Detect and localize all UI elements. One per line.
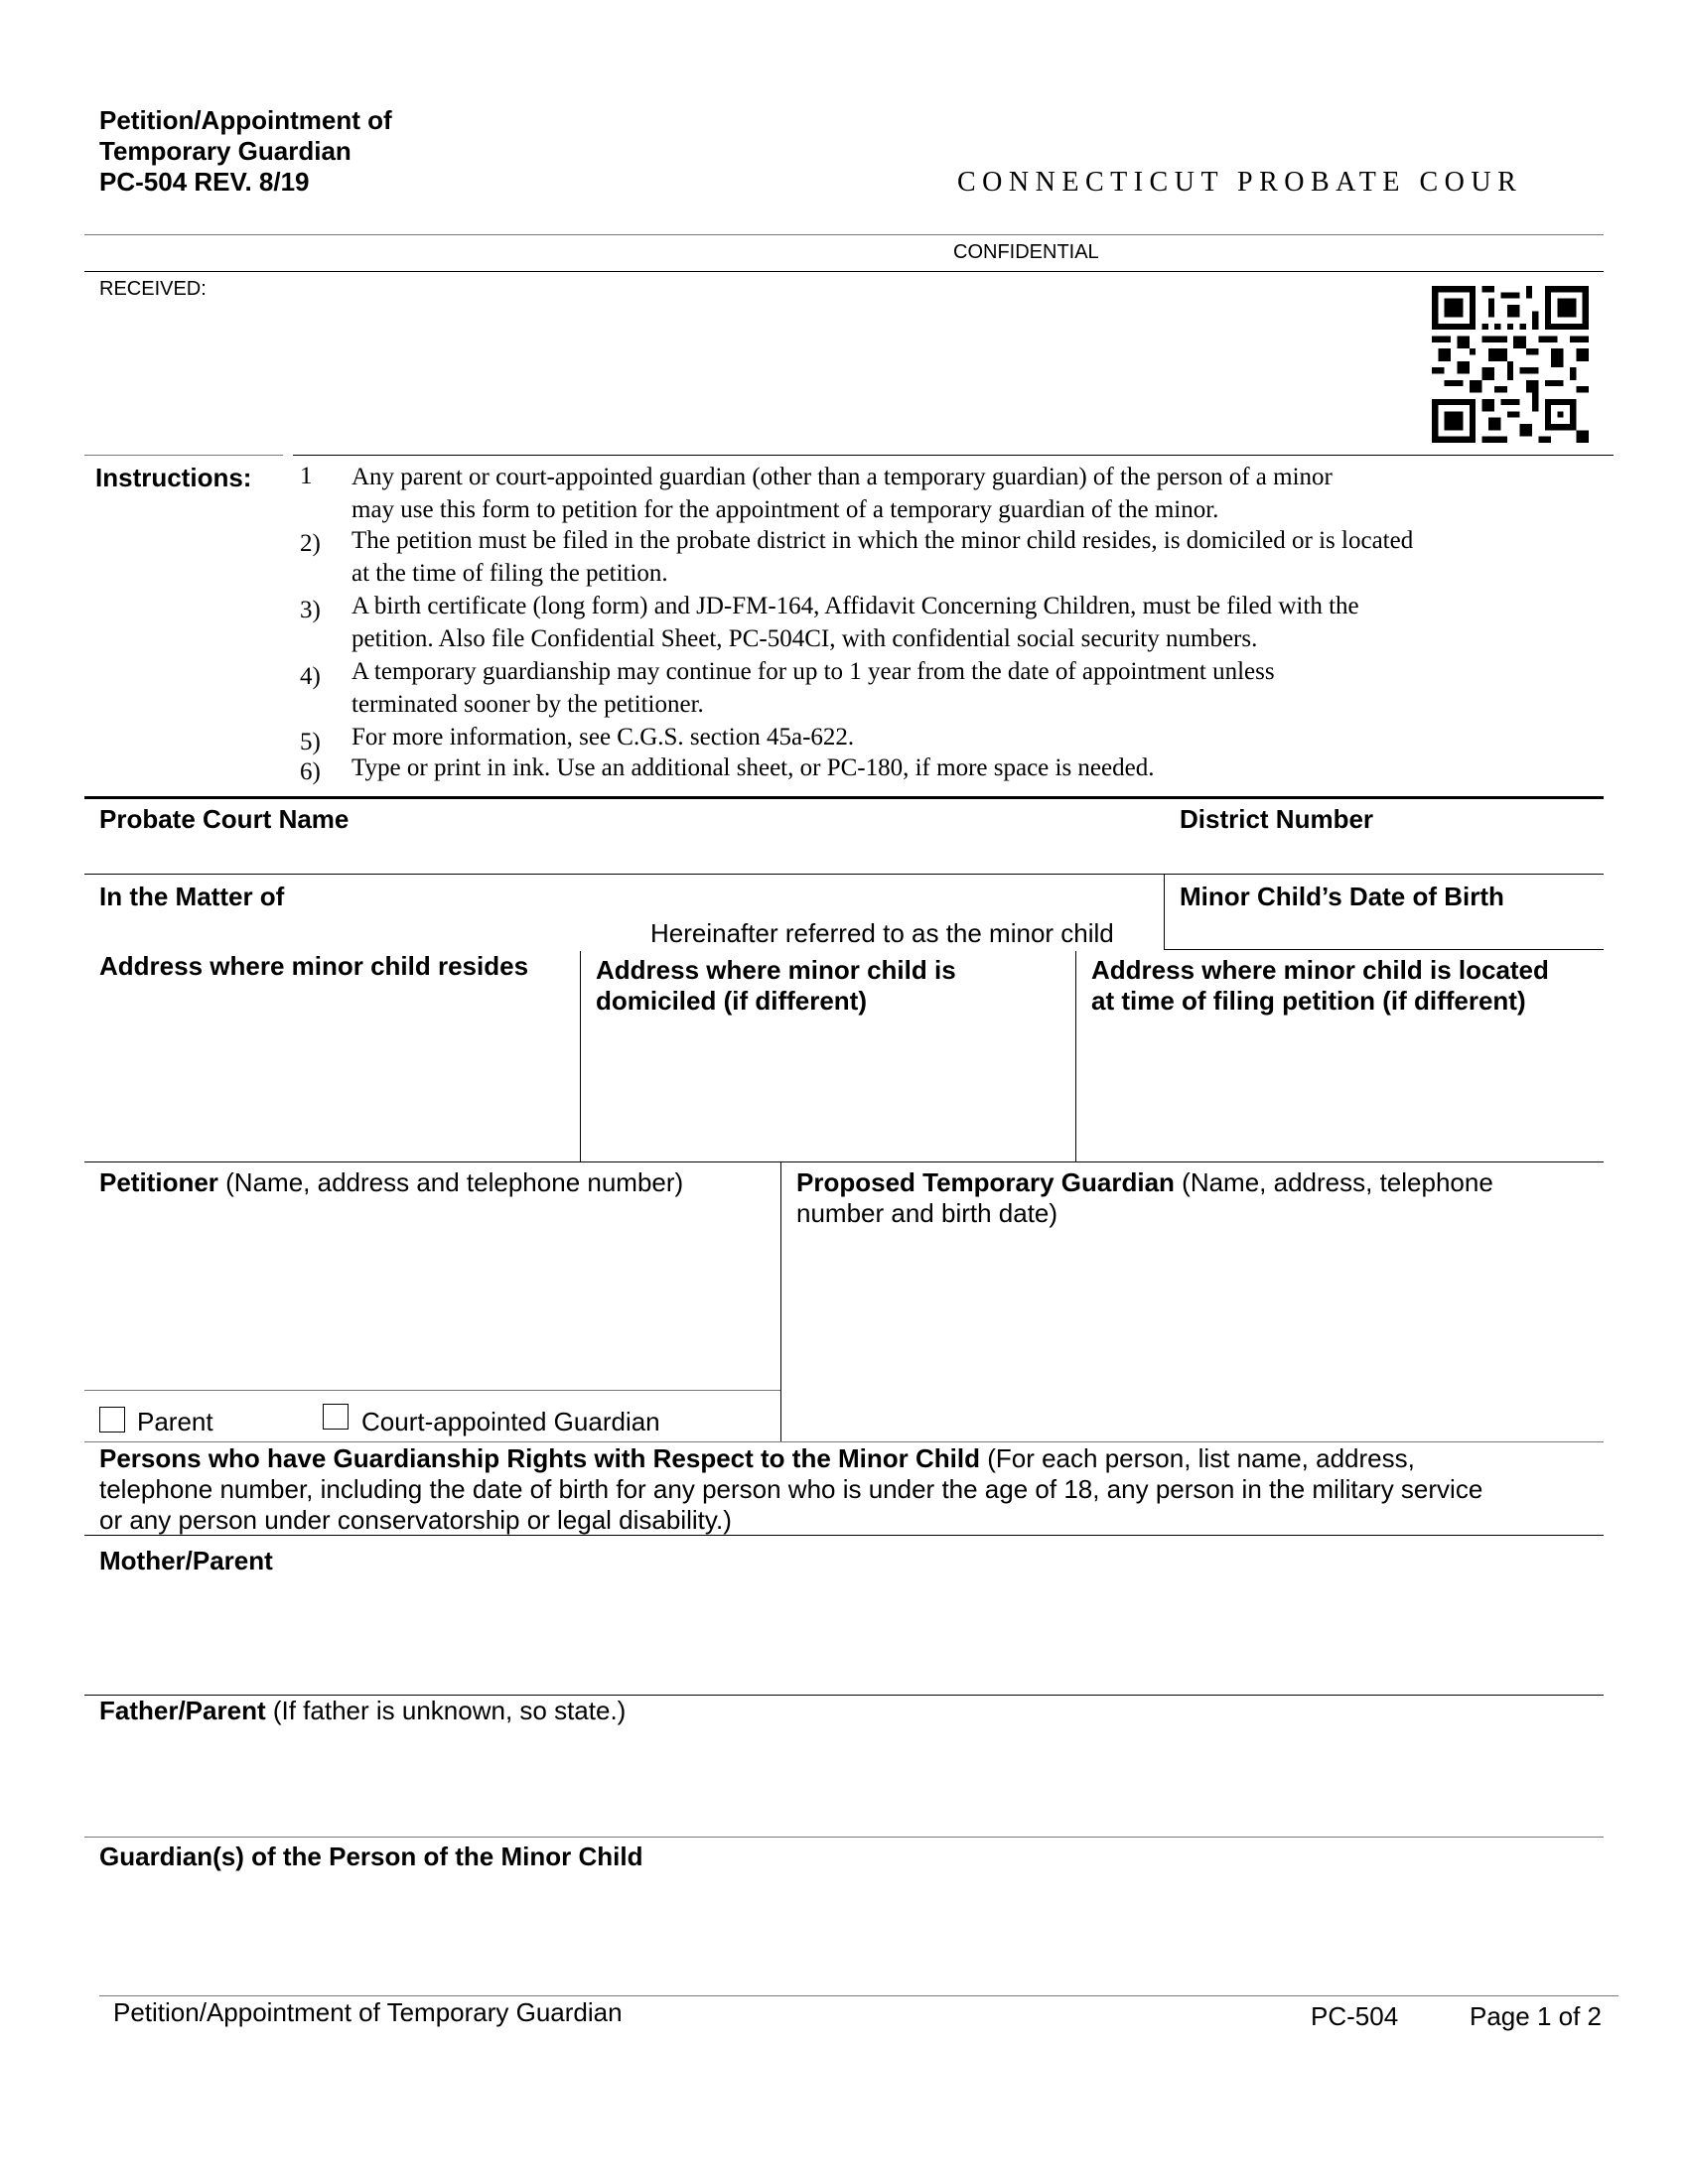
court-row-top-rule [84,796,1604,799]
father-parent-label-rest: (If father is unknown, so state.) [265,1696,627,1725]
address-divider-2 [1075,951,1076,1161]
instruction-item [352,590,1553,655]
instructions-top-rule-left [84,455,283,456]
petitioner-checkbox-rule [84,1390,780,1391]
district-number-label: District Number [1180,804,1374,834]
footer-title: Petition/Appointment of Temporary Guardian [113,1997,623,2027]
instruction-number: 5) [300,729,321,755]
father-section-rule [84,1837,1604,1838]
persons-heading-rest: (For each person, list name, address, [979,1443,1415,1473]
instruction-line: A birth certificate (long form) and JD-FM-164, Affidavit Concerning Children, must be filed with the [352,593,1359,619]
instruction-line: Any parent or court-appointed guardian (other than a temporary guardian) of the person of a minor [352,464,1333,490]
father-parent-label-bold: Father/Parent [99,1696,266,1725]
address-divider-1 [580,951,581,1161]
dob-field-rule [1164,949,1604,950]
form-title-line2: Temporary Guardian [99,136,352,166]
petitioner-row-top-rule [84,1161,1604,1162]
instruction-line: A temporary guardianship may continue for up to 1 year from the date of appointment unless [352,658,1275,685]
persons-heading-bold: Persons who have Guardianship Rights with Respect to the Minor Child [99,1443,980,1473]
proposed-guardian-label-bold: Proposed Temporary Guardian [796,1167,1175,1197]
footer-page-number: Page 1 of 2 [1470,2001,1602,2031]
instruction-number: 6) [300,758,321,785]
petitioner-label [99,1167,683,1198]
instruction-item [352,461,1553,526]
probate-court-name-label: Probate Court Name [99,804,350,834]
petitioner-label-bold: Petitioner [99,1167,218,1197]
confidential-label: CONFIDENTIAL [953,241,1099,263]
received-label: RECEIVED: [99,278,207,300]
address-located-label [1091,955,1549,1017]
footer-rule [99,1995,1618,1996]
footer-form-number: PC-504 [1311,2001,1399,2031]
address-domiciled-label [596,955,956,1017]
address-domiciled-line1: Address where minor child is [596,955,956,985]
persons-heading-line2: telephone number, including the date of birth for any person who is under the age of 18, any person in the military service [99,1474,1483,1504]
persons-top-rule [84,1441,1604,1442]
header-divider [84,234,1604,235]
instruction-line: petition. Also file Confidential Sheet, PC-504CI, with confidential social security numbers. [352,625,1258,652]
instruction-item [352,655,1553,721]
confidential-divider [84,271,1604,272]
instructions-top-rule [293,455,1614,456]
matter-row-top-rule [84,874,1604,875]
form-number: PC-504 REV. 8/19 [99,167,310,197]
instruction-item [352,751,1553,784]
persons-heading [99,1443,1599,1536]
parent-checkbox-label: Parent [137,1407,213,1436]
instruction-line: Type or print in ink. Use an additional sheet, or PC-180, if more space is needed. [352,754,1155,781]
address-located-line1: Address where minor child is located [1091,955,1549,985]
instruction-item [352,721,1553,753]
minor-dob-label: Minor Child’s Date of Birth [1180,882,1504,911]
court-appointed-checkbox[interactable] [323,1404,349,1430]
proposed-guardian-label-line2: number and birth date) [796,1198,1058,1228]
guardians-of-person-label: Guardian(s) of the Person of the Minor Child [99,1842,643,1871]
petitioner-label-rest: (Name, address and telephone number) [217,1167,684,1197]
form-title-line1: Petition/Appointment of [99,105,392,135]
court-name: CONNECTICUT PROBATE COUR [957,167,1523,198]
mother-parent-label: Mother/Parent [99,1546,273,1575]
instruction-line: For more information, see C.G.S. section 45a-622. [352,724,855,751]
in-the-matter-of-label: In the Matter of [99,882,285,911]
instructions-heading: Instructions: [95,463,252,492]
instruction-number: 4) [300,663,321,690]
proposed-guardian-label-rest: (Name, address, telephone [1174,1167,1493,1197]
father-parent-label [99,1696,626,1726]
instruction-number: 1 [300,463,313,489]
form-title [99,105,392,198]
petitioner-divider [780,1161,781,1441]
instruction-number: 2) [300,530,321,557]
persons-heading-line3: or any person under conservatorship or legal disability.) [99,1505,732,1535]
instruction-line: terminated sooner by the petitioner. [352,691,704,718]
persons-heading-rule [84,1535,1604,1536]
proposed-guardian-label [796,1167,1591,1229]
qr-code-icon [1432,286,1589,443]
address-resides-label: Address where minor child resides [99,951,529,981]
instruction-line: at the time of filing the petition. [352,560,668,587]
instruction-item [352,524,1553,590]
matter-row-divider [1164,874,1165,949]
parent-checkbox[interactable] [99,1407,125,1433]
address-located-line2: at time of filing petition (if different) [1091,986,1526,1016]
hereinafter-label: Hereinafter referred to as the minor child [650,918,1114,948]
address-domiciled-line2: domiciled (if different) [596,986,867,1016]
court-appointed-checkbox-label: Court-appointed Guardian [361,1407,660,1436]
instruction-number: 3) [300,597,321,623]
instruction-line: may use this form to petition for the appointment of a temporary guardian of the minor. [352,496,1219,523]
instruction-line: The petition must be filed in the probate district in which the minor child resides, is domiciled or is located [352,527,1414,554]
